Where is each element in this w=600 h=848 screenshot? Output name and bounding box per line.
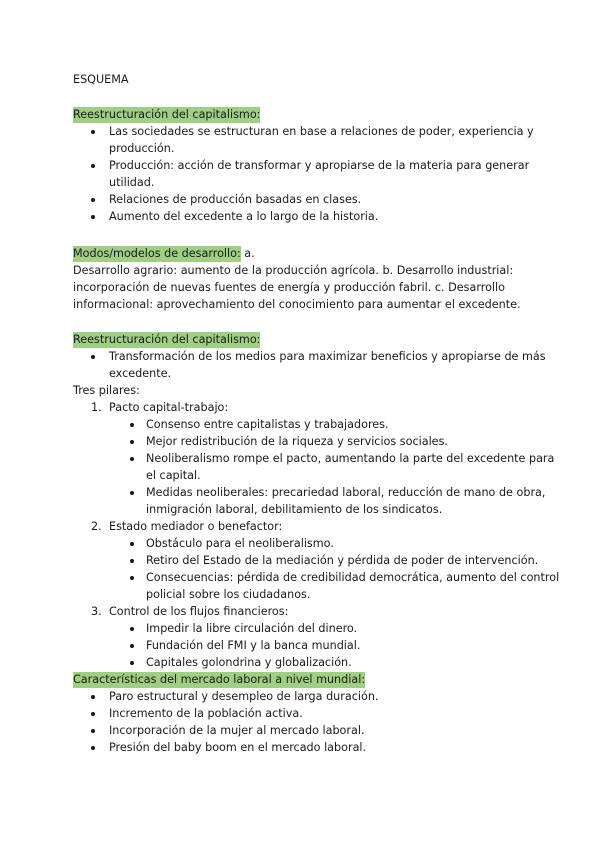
pillar-2-item-3-line-2: policial sobre los ciudadanos. (146, 588, 311, 601)
section4-heading (73, 672, 365, 689)
pillar-1-item-4-line-2: inmigración laboral, debilitamiento de los sindicatos. (146, 503, 443, 516)
section4-bullet-4: Presión del baby boom en el mercado laboral. (109, 741, 367, 754)
section1-bullet-2-line-1: Producción: acción de transformar y apropiarse de la materia para generar (109, 159, 530, 172)
bullet-dot (91, 130, 95, 134)
bullet-dot (91, 712, 95, 716)
bullet-dot (91, 198, 95, 202)
section2-line-3: informacional: aprovechamiento del conocimiento para aumentar el excedente. (73, 298, 521, 311)
pillar-1-title: Pacto capital-trabajo: (109, 401, 229, 414)
section3-heading (73, 332, 260, 349)
bullet-dot (91, 746, 95, 750)
pillar-1-item-3-line-1: Neoliberalismo rompe el pacto, aumentando la parte del excedente para (146, 452, 555, 465)
section3-bullet-line-1: Transformación de los medios para maximizar beneficios y apropiarse de más (109, 350, 546, 363)
pillar-1-number: 1. (91, 401, 102, 414)
section1-bullet-4: Aumento del excedente a lo largo de la historia. (109, 210, 379, 223)
pillar-2-title: Estado mediador o benefactor: (109, 520, 283, 533)
pillar-2-item-1: Obstáculo para el neoliberalismo. (146, 537, 334, 550)
section1-bullet-1-line-2: producción. (109, 142, 175, 155)
section3-bullet-line-2: excedente. (109, 367, 172, 380)
pillar-1-item-4-line-1: Medidas neoliberales: precariedad laboral, reducción de mano de obra, (146, 486, 546, 499)
pillars-label: Tres pilares: (73, 384, 140, 397)
bullet-dot (91, 729, 95, 733)
bullet-dot (130, 644, 134, 648)
pillar-3-item-1: Impedir la libre circulación del dinero. (146, 622, 358, 635)
pillar-3-title: Control de los flujos financieros: (109, 605, 289, 618)
section1-heading (73, 107, 260, 124)
section1-bullet-2-line-2: utilidad. (109, 176, 155, 189)
section2-line-2: incorporación de nuevas fuentes de energía y producción fabril. c. Desarrollo (73, 281, 505, 294)
bullet-dot (130, 559, 134, 563)
pillar-2-item-3-line-1: Consecuencias: pérdida de credibilidad democrática, aumento del control (146, 571, 560, 584)
bullet-dot (91, 215, 95, 219)
bullet-dot (130, 440, 134, 444)
section1-bullet-1-line-1: Las sociedades se estructuran en base a relaciones de poder, experiencia y (109, 125, 534, 138)
bullet-dot (91, 164, 95, 168)
bullet-dot (130, 423, 134, 427)
pillar-2-number: 2. (91, 520, 102, 533)
section4-heading-highlight: Características del mercado laboral a nivel mundial: (73, 673, 366, 686)
section4-bullet-1: Paro estructural y desempleo de larga duración. (109, 690, 379, 703)
pillar-1-item-2: Mejor redistribución de la riqueza y servicios sociales. (146, 435, 448, 448)
section1-bullet-3: Relaciones de producción basadas en clases. (109, 193, 362, 206)
section2-heading-tail: a. (240, 247, 255, 260)
bullet-dot (91, 355, 95, 359)
section4-bullet-2: Incremento de la población activa. (109, 707, 303, 720)
document-title: ESQUEMA (73, 73, 129, 86)
section3-heading-highlight: Reestructuración del capitalismo: (73, 333, 261, 346)
bullet-dot (130, 457, 134, 461)
bullet-dot (130, 661, 134, 665)
bullet-dot (130, 491, 134, 495)
pillar-2-item-2: Retiro del Estado de la mediación y pérdida de poder de intervención. (146, 554, 539, 567)
bullet-dot (130, 542, 134, 546)
section2-heading (73, 246, 255, 263)
bullet-dot (91, 695, 95, 699)
pillar-1-item-3-line-2: el capital. (146, 469, 201, 482)
section2-line-1: Desarrollo agrario: aumento de la producción agrícola. b. Desarrollo industrial: (73, 264, 514, 277)
section2-heading-highlight: Modos/modelos de desarrollo: (73, 247, 241, 260)
pillar-1-item-1: Consenso entre capitalistas y trabajadores. (146, 418, 389, 431)
pillar-3-item-2: Fundación del FMI y la banca mundial. (146, 639, 361, 652)
section1-heading-highlight: Reestructuración del capitalismo: (73, 108, 261, 121)
section4-bullet-3: Incorporación de la mujer al mercado laboral. (109, 724, 365, 737)
bullet-dot (130, 627, 134, 631)
pillar-3-item-3: Capitales golondrina y globalización. (146, 656, 352, 669)
bullet-dot (130, 576, 134, 580)
pillar-3-number: 3. (91, 605, 102, 618)
